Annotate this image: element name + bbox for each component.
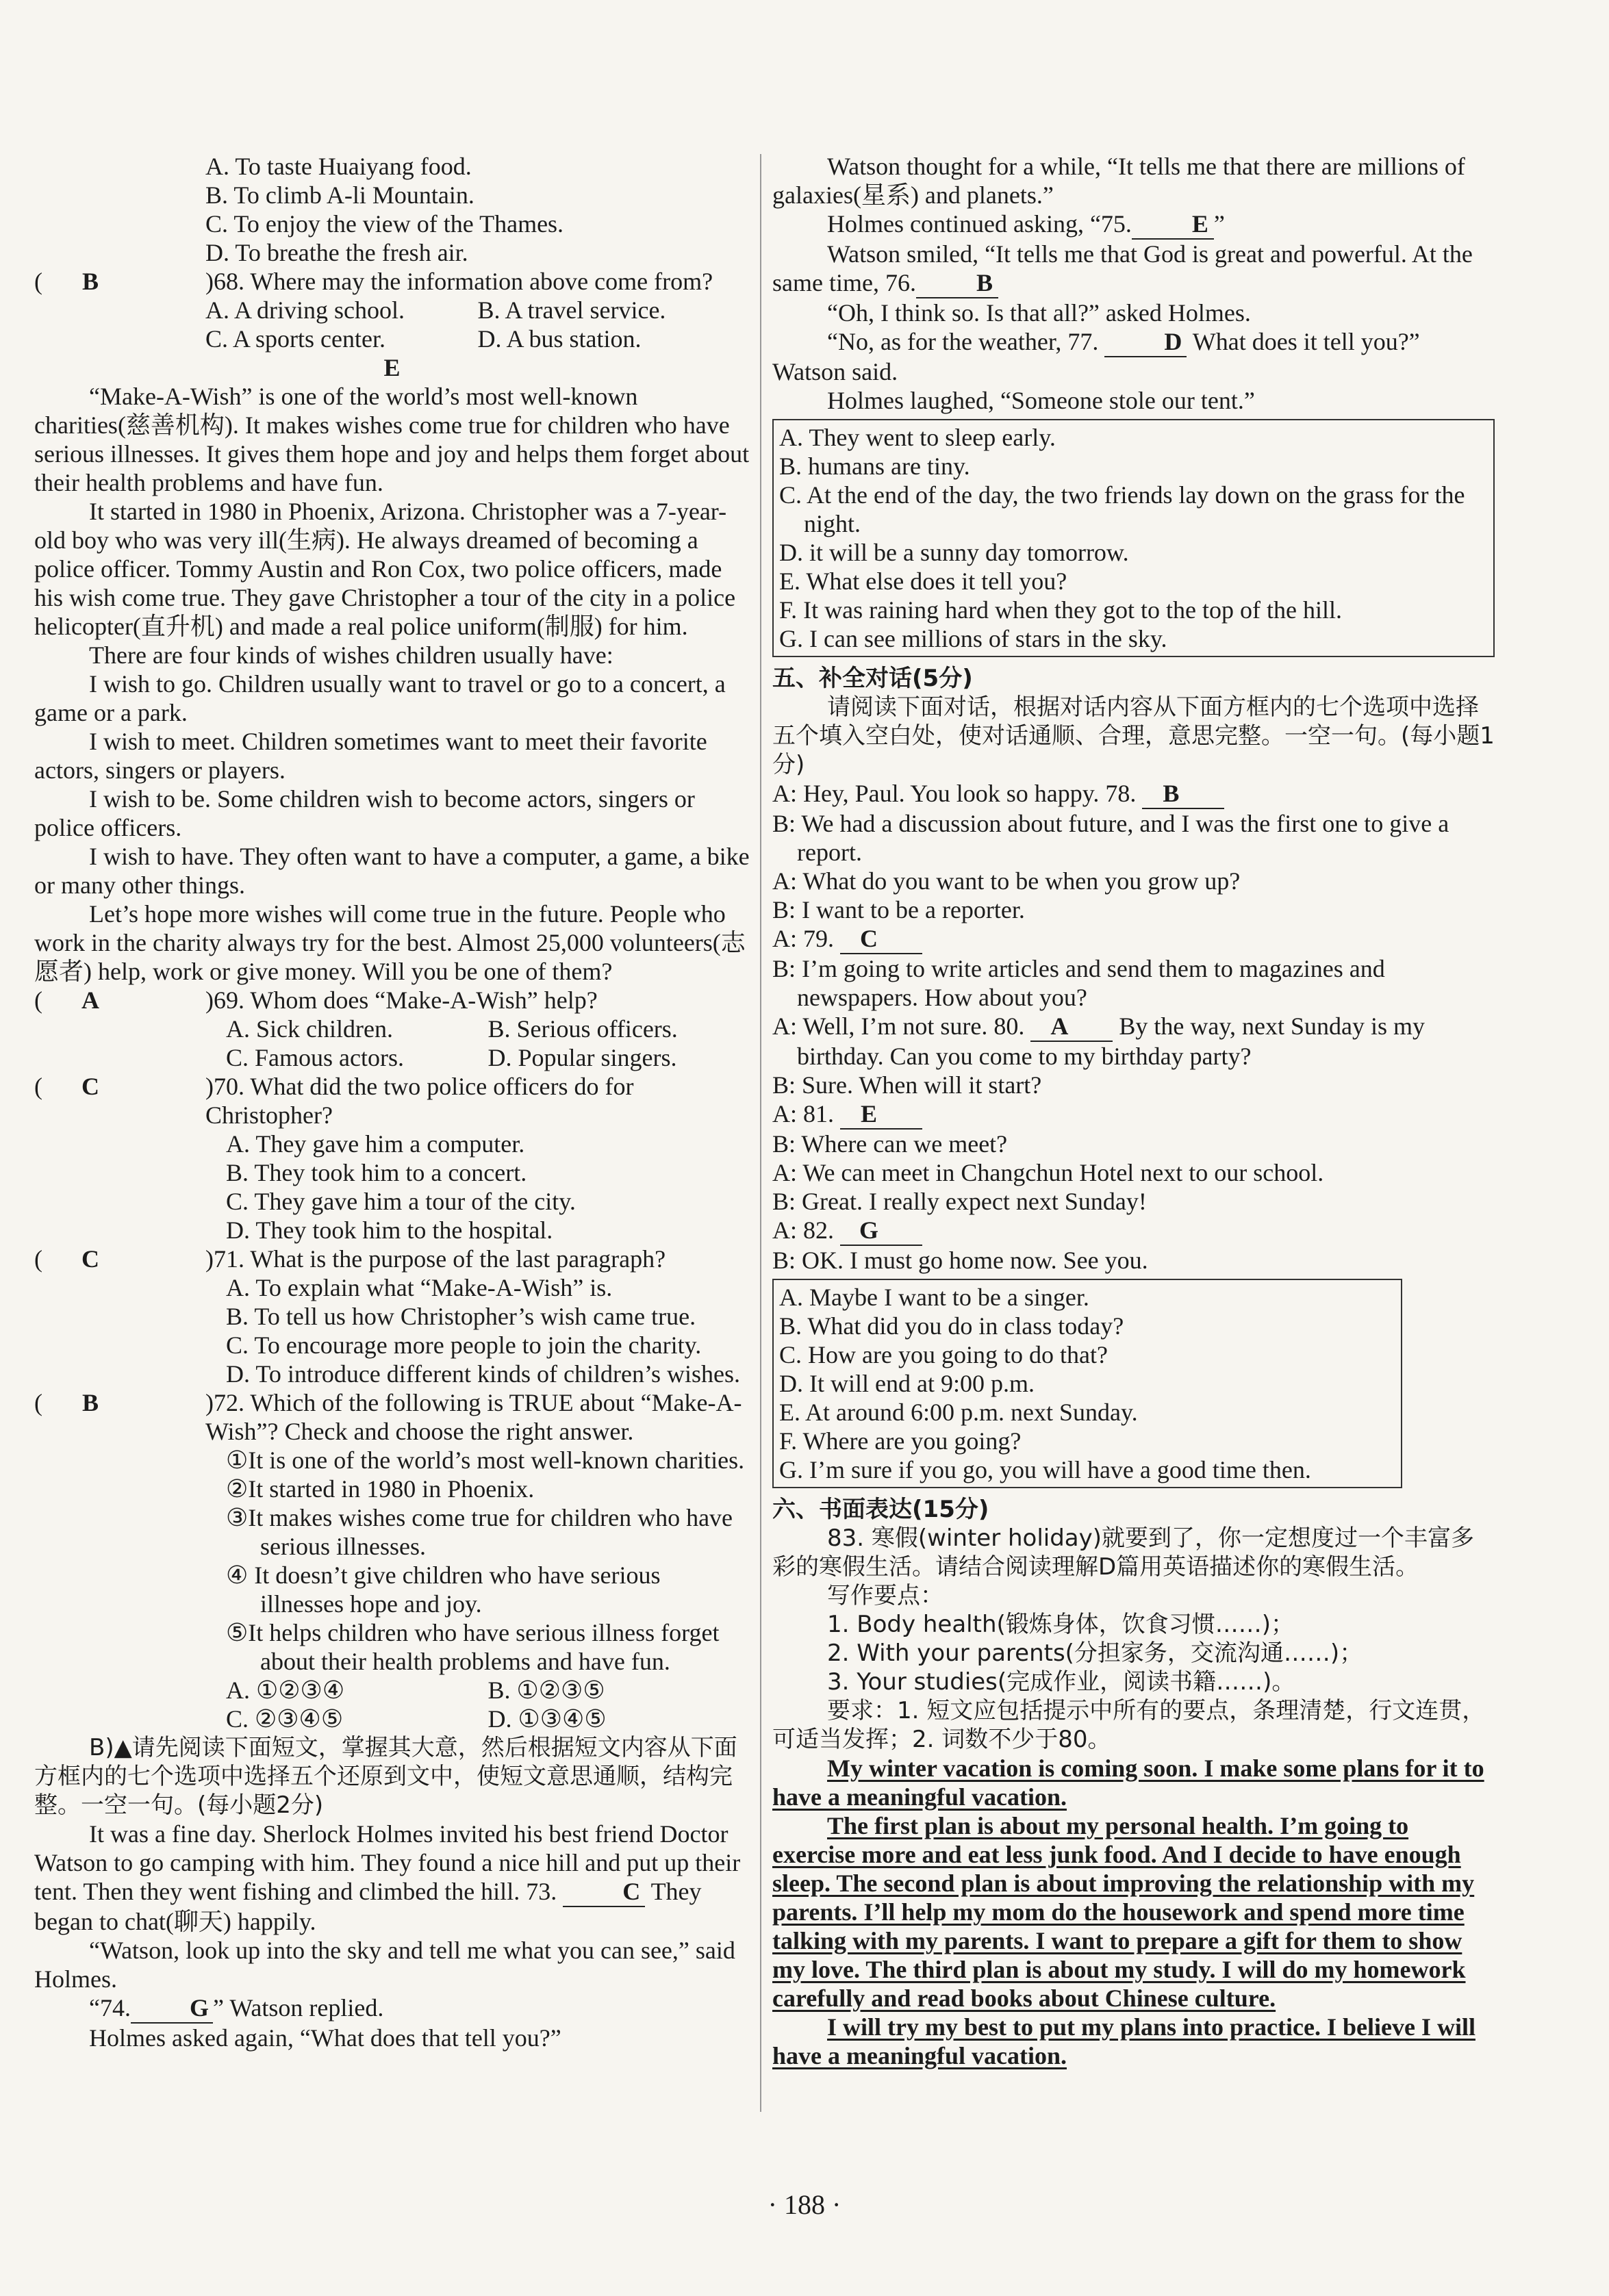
dialog-line: B: Great. I really expect next Sunday! [772,1188,1147,1215]
answer-75: E [1132,209,1214,240]
q69-option-d: D. Popular singers. [487,1044,677,1071]
dialog-line: B: OK. I must go home now. See you. [772,1247,1148,1274]
box-option: B. humans are tiny. [779,452,970,480]
q72-statement: ④ It doesn’t give children who have serious illnesses hope and joy. [226,1561,661,1618]
story-paragraph: Watson smiled, “It tells me that God is great and powerful. At the same time, 76. B [772,240,1495,298]
q71-option-a: A. To explain what “Make-A-Wish” is. [226,1274,613,1301]
q72-stem: )72. Which of the following is TRUE about “Make-A-Wish”? Check and choose the right answer. [205,1389,742,1445]
essay-paragraph: The first plan is about my personal health. I’m going to exercise more and eat less junk food. And I decide to have enough sleep. The second plan is about improving the relationship with my parents. I’ll help my mom do the housework and spend more time talking with my parents. I want to prepare a gift for them to show my love. The third plan is about my study. I will do my homework carefully and read books about Chinese culture. [772,1812,1475,2012]
passage-e-heading: E [383,354,401,381]
dialog-line: B: Where can we meet? [772,1130,1008,1158]
q72-option-a: A. ①②③④ [226,1676,345,1704]
answer-76: B [916,268,998,298]
q71-option-c: C. To encourage more people to join the charity. [226,1331,702,1359]
dialog-line: A: 82. G [772,1216,1495,1246]
section-6-title: 六、书面表达(15分) [772,1496,989,1523]
story-paragraph: “No, as for the weather, 77. D What does it tell you?” Watson said. [772,328,1420,385]
q68-option-b: B. A travel service. [477,296,666,324]
box-option: C. At the end of the day, the two friends lay down on the grass for the night. [779,481,1465,537]
box-option: G. I’m sure if you go, you will have a good time then. [779,1456,1311,1483]
dialog-line: B: Sure. When will it start? [772,1071,1042,1099]
section-5-instructions: 请阅读下面对话，根据对话内容从下面方框内的七个选项中选择五个填入空白处，使对话通顺、合理，意思完整。一空一句。(每小题1分) [772,693,1495,778]
dialog-line: B: I want to be a reporter. [772,896,1025,923]
box-option: F. Where are you going? [779,1427,1022,1455]
q69-option-a: A. Sick children. [226,1015,393,1043]
story-paragraph: It was a fine day. Sherlock Holmes invited his best friend Doctor Watson to go camping with him. They found a nice hill and put up their tent. Then they went fishing and climbed the hill. 73. C They began to chat(聊天) happily. [34,1820,741,1935]
box-option: E. At around 6:00 p.m. next Sunday. [779,1399,1138,1426]
question-68: ( B )68. Where may the information above come from? [34,268,713,295]
q72-statement: ①It is one of the world’s most well-known charities. [226,1446,745,1474]
passage-e-paragraph: I wish to have. They often want to have a computer, a game, a bike or many other things. [34,843,750,899]
part-b-instructions: B)▲请先阅读下面短文，掌握其大意，然后根据短文内容从下面方框内的七个选项中选择五个还原到文中，使短文意思通顺，结构完整。一空一句。(每小题2分) [34,1734,737,1819]
q68-stem: )68. Where may the information above come from? [205,268,713,295]
essay-paragraph: I will try my best to put my plans into practice. I believe I will have a meaningful vacation. [772,2013,1475,2069]
question-72: ( B )72. Which of the following is TRUE about “Make-A-Wish”? Check and choose the right answer. [34,1389,742,1445]
q70-stem: )70. What did the two police officers do for Christopher? [205,1073,634,1129]
right-column [772,152,1495,2070]
q72-statement: ②It started in 1980 in Phoenix. [226,1475,535,1503]
question-69: ( A )69. Whom does “Make-A-Wish” help? [34,986,598,1014]
dialog-line: A: Hey, Paul. You look so happy. 78. B [772,779,1495,809]
story-paragraph: Holmes asked again, “What does that tell you?” [89,2024,561,2052]
passage-e-paragraph: I wish to meet. Children sometimes want to meet their favorite actors, singers or players. [34,728,707,784]
passage-e-paragraph: Let’s hope more wishes will come true in the future. People who work in the charity always try for the best. Almost 25,000 volunteers(志愿者) help, work or give money. Will you be one of them? [34,900,746,985]
q69-stem: )69. Whom does “Make-A-Wish” help? [205,986,598,1014]
q67-option-a: A. To taste Huaiyang food. [205,153,472,180]
model-essay [772,1754,1495,2070]
dialog-line: B: I’m going to write articles and send them to magazines and newspapers. How about you? [772,955,1385,1011]
passage-e-paragraph: I wish to go. Children usually want to travel or go to a concert, a game or a park. [34,670,726,726]
q69-options-ab [34,1015,750,1043]
q70-option-b: B. They took him to a concert. [226,1159,527,1186]
story-paragraph: “Oh, I think so. Is that all?” asked Holmes. [827,299,1251,327]
passage-e-paragraph: It started in 1980 in Phoenix, Arizona. Christopher was a 7-year-old boy who was very ill(生病). He always dreamed of becoming a police officer. Tommy Austin and Ron Cox, two police officers, made his wish come true. They gave Christopher a tour of the city in a police helicopter(直升机) and made a real police uniform(制服) for him. [34,498,736,640]
question-71: ( C )71. What is the purpose of the last paragraph? [34,1245,666,1273]
answer-82: G [840,1216,922,1246]
story-paragraph: Holmes laughed, “Someone stole our tent.” [827,387,1255,414]
page-number: · 188 · [768,2189,841,2220]
answer-79: C [840,924,922,954]
q71-option-d: D. To introduce different kinds of children’s wishes. [226,1360,741,1388]
box-option: A. Maybe I want to be a singer. [779,1284,1089,1311]
options-box-dialog [772,1279,1402,1488]
q71-stem: )71. What is the purpose of the last paragraph? [205,1245,666,1273]
question-70: ( C )70. What did the two police officers do for Christopher? [34,1073,634,1129]
answer-73: C [563,1877,645,1907]
story-paragraph: “74. G ” Watson replied. [34,1993,750,2024]
passage-e-paragraph: “Make-A-Wish” is one of the world’s most well-known charities(慈善机构). It makes wishes come true for children who have serious illnesses. It gives them hope and joy and helps them forget about their health problems and have fun. [34,383,750,496]
q67-option-c: C. To enjoy the view of the Thames. [205,210,564,238]
essay-paragraph: My winter vacation is coming soon. I make some plans for it to have a meaningful vacation. [772,1755,1484,1811]
q72-option-c: C. ②③④⑤ [226,1705,344,1733]
q70-option-c: C. They gave him a tour of the city. [226,1188,576,1215]
column-divider [760,154,761,2112]
box-option: G. I can see millions of stars in the sky. [779,625,1167,652]
box-option: D. it will be a sunny day tomorrow. [779,539,1129,566]
box-option: B. What did you do in class today? [779,1312,1124,1340]
q71-answer: C [81,1245,99,1273]
dialog-line: A: We can meet in Changchun Hotel next to our school. [772,1159,1324,1186]
q67-option-b: B. To climb A-li Mountain. [205,181,474,209]
writing-point: 2. With your parents(分担家务，交流沟通……)； [827,1640,1363,1667]
passage-e-paragraph: There are four kinds of wishes children usually have: [89,641,613,669]
answer-78: B [1142,779,1224,809]
writing-requirements: 要求：1. 短文应包括提示中所有的要点，条理清楚，行文连贯，可适当发挥；2. 词数不少于80。 [772,1697,1486,1753]
story-paragraph: Watson thought for a while, “It tells me that there are millions of galaxies(星系) and planets.” [772,153,1465,209]
q68-option-c: C. A sports center. [205,325,385,353]
section-5-title: 五、补全对话(5分) [772,665,973,692]
question-83: 83. 寒假(winter holiday)就要到了，你一定想度过一个丰富多彩的寒假生活。请结合阅读理解D篇用英语描述你的寒假生活。 [772,1525,1475,1581]
q72-options-ab [34,1676,750,1705]
dialog-line: B: We had a discussion about future, and I was the first one to give a report. [772,810,1449,866]
box-option: D. It will end at 9:00 p.m. [779,1370,1035,1397]
q72-options-cd [34,1705,750,1733]
q69-options-cd [34,1043,750,1072]
q67-option-d: D. To breathe the fresh air. [205,239,468,266]
box-option: C. How are you going to do that? [779,1341,1108,1368]
dialog-line: A: What do you want to be when you grow up? [772,867,1241,895]
box-option: A. They went to sleep early. [779,424,1056,451]
passage-e-paragraph: I wish to be. Some children wish to become actors, singers or police officers. [34,785,695,841]
q68-answer: B [81,268,99,295]
q72-statement: ⑤It helps children who have serious illness forget about their health problems and have fun. [226,1619,720,1675]
q69-answer: A [81,986,99,1014]
q71-option-b: B. To tell us how Christopher’s wish came true. [226,1303,696,1330]
q69-option-c: C. Famous actors. [226,1044,404,1071]
q70-option-a: A. They gave him a computer. [226,1130,525,1158]
writing-points-title: 写作要点： [827,1582,943,1609]
q70-answer: C [81,1073,99,1100]
q70-option-d: D. They took him to the hospital. [226,1216,553,1244]
dialog-line: A: 79. C [772,924,1495,954]
answer-81: E [840,1099,922,1130]
answer-74: G [131,1993,213,2024]
story-paragraph: Holmes continued asking, “75. E ” [772,209,1495,240]
dialog-line: A: 81. E [772,1099,1495,1130]
writing-point: 1. Body health(锻炼身体，饮食习惯……)； [827,1611,1295,1638]
q72-answer: B [81,1389,99,1416]
left-column [34,152,750,2052]
answer-80: A [1030,1012,1113,1042]
writing-point: 3. Your studies(完成作业，阅读书籍……)。 [827,1668,1295,1696]
q68-option-a: A. A driving school. [205,296,405,324]
answer-77: D [1104,327,1187,357]
box-option: F. It was raining hard when they got to the top of the hill. [779,596,1342,624]
q68-options-cd [34,324,750,353]
dialog-line: A: Well, I’m not sure. 80. A By the way, next Sunday is my birthday. Can you come to my birthday party? [772,1012,1426,1070]
q68-options-ab [34,296,750,324]
q69-option-b: B. Serious officers. [487,1015,678,1043]
q68-option-d: D. A bus station. [477,325,642,353]
q72-option-d: D. ①③④⑤ [487,1705,607,1733]
q72-statement: ③It makes wishes come true for children who have serious illnesses. [226,1504,733,1560]
options-box-story [772,419,1495,657]
box-option: E. What else does it tell you? [779,567,1067,595]
story-paragraph: “Watson, look up into the sky and tell me what you can see,” said Holmes. [34,1937,735,1993]
q72-option-b: B. ①②③⑤ [487,1676,605,1704]
